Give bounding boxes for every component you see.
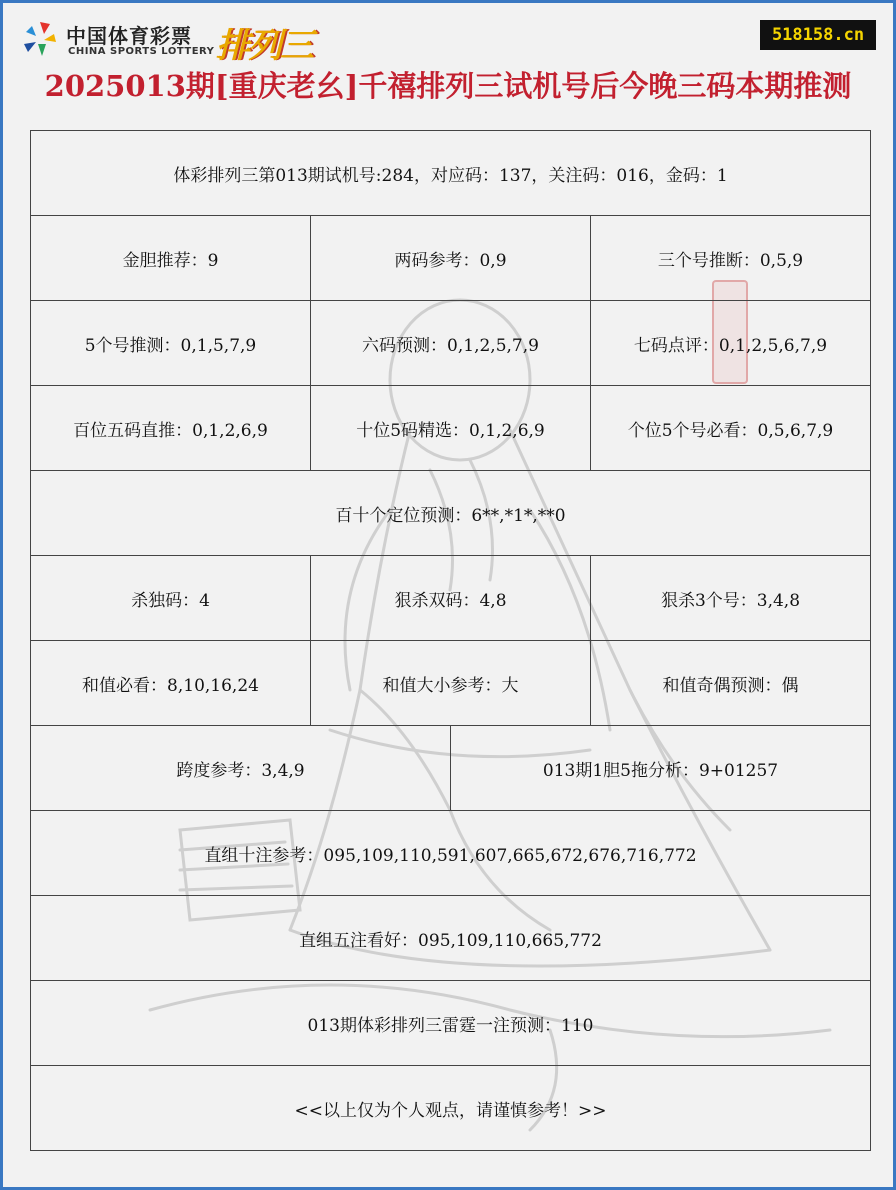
table-row (31, 386, 871, 471)
table-row (31, 641, 871, 726)
three-number-cell: 三个号推断：0,5,9 (591, 216, 871, 301)
table-grid (30, 130, 871, 1151)
trial-number-info: 体彩排列三第013期试机号:284，对应码：137，关注码：016，金码：1 (31, 131, 871, 216)
kill-three-cell: 狠杀3个号：3,4,8 (591, 556, 871, 641)
table-row (31, 811, 871, 896)
logo-cn-text: 中国体育彩票 (66, 24, 192, 48)
hundreds-cell: 百位五码直推：0,1,2,6,9 (31, 386, 311, 471)
units-cell: 个位5个号必看：0,5,6,7,9 (591, 386, 871, 471)
table-row (31, 556, 871, 641)
table-row (31, 471, 871, 556)
prediction-table (30, 130, 871, 1151)
lottery-star-icon (20, 18, 60, 58)
table-row (31, 216, 871, 301)
seven-code-cell: 七码点评：0,1,2,5,6,7,9 (591, 301, 871, 386)
site-badge[interactable]: 518158.cn (760, 20, 876, 50)
five-bets-cell: 直组五注看好：095,109,110,665,772 (31, 896, 871, 981)
kill-single-cell: 杀独码：4 (31, 556, 311, 641)
span-cell: 跨度参考：3,4,9 (31, 726, 451, 811)
china-sports-lottery-logo (20, 18, 320, 66)
table-row (31, 1066, 871, 1151)
position-prediction-cell: 百十个定位预测：6**,*1*,**0 (31, 471, 871, 556)
five-number-cell: 5个号推测：0,1,5,7,9 (31, 301, 311, 386)
ten-bets-cell: 直组十注参考：095,109,110,591,607,665,672,676,716,772 (31, 811, 871, 896)
table-row (31, 896, 871, 981)
header (0, 0, 896, 130)
table-row (31, 301, 871, 386)
table-row (31, 726, 871, 811)
two-code-cell: 两码参考：0,9 (311, 216, 591, 301)
sum-parity-cell: 和值奇偶预测：偶 (591, 641, 871, 726)
disclaimer-cell: <<以上仅为个人观点，请谨慎参考！>> (31, 1066, 871, 1151)
logo-en-text: CHINA SPORTS LOTTERY (68, 46, 215, 57)
six-code-cell: 六码预测：0,1,2,5,7,9 (311, 301, 591, 386)
page-title: 2025013期[重庆老幺]千禧排列三试机号后今晚三码本期推测 (44, 69, 852, 103)
game-logo-text: 排列三 (216, 26, 312, 66)
single-bet-cell: 013期体彩排列三雷霆一注预测：110 (31, 981, 871, 1066)
sum-size-cell: 和值大小参考：大 (311, 641, 591, 726)
bile-drag-cell: 013期1胆5拖分析：9+01257 (451, 726, 871, 811)
tens-cell: 十位5码精选：0,1,2,6,9 (311, 386, 591, 471)
table-row (31, 131, 871, 216)
kill-double-cell: 狠杀双码：4,8 (311, 556, 591, 641)
golden-bile-cell: 金胆推荐：9 (31, 216, 311, 301)
table-row (31, 981, 871, 1066)
sum-value-cell: 和值必看：8,10,16,24 (31, 641, 311, 726)
